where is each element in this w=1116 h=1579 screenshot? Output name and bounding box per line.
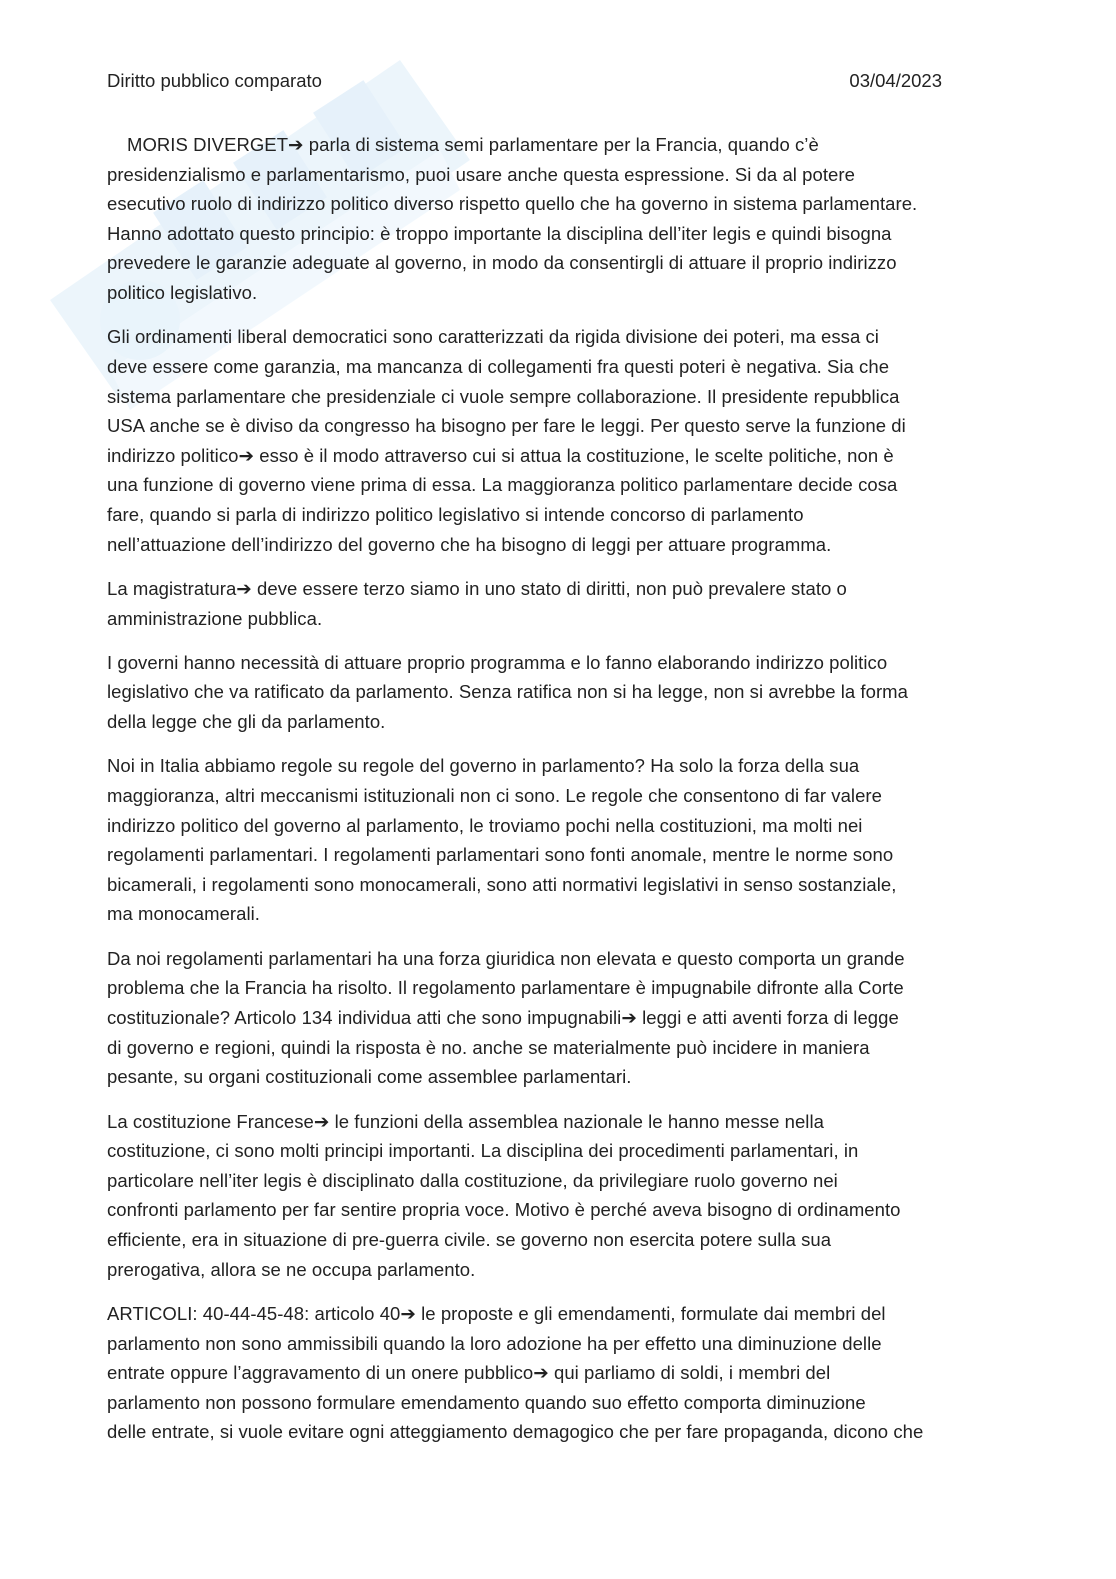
text-line: presidenzialismo e parlamentarismo, puoi usare anche questa espressione. Si da al potere (107, 163, 855, 185)
text-line: fare, quando si parla di indirizzo politico legislativo si intende concorso di parlamento (107, 503, 804, 525)
text-line: ma monocamerali. (107, 903, 260, 925)
text-line: di governo e regioni, quindi la risposta è no. anche se materialmente può incidere in maniera (107, 1036, 870, 1058)
text-line: legislativo che va ratificato da parlamento. Senza ratifica non si ha legge, non si avrebbe la forma (107, 681, 908, 703)
text-line: MORIS DIVERGET➔ parla di sistema semi parlamentare per la Francia, quando c’è (127, 134, 819, 155)
document-page (107, 66, 1007, 1462)
text-line: indirizzo politico➔ esso è il modo attraverso cui si attua la costituzione, le scelte politiche, non è (107, 444, 894, 466)
text-line: Da noi regolamenti parlamentari ha una forza giuridica non elevata e questo comporta un grande (107, 947, 905, 969)
paragraph (107, 574, 1007, 633)
paragraph (107, 751, 1007, 929)
paragraph (107, 1107, 1007, 1285)
text-line: costituzionale? Articolo 134 individua atti che sono impugnabili➔ leggi e atti aventi forza di legge (107, 1007, 899, 1029)
text-line: indirizzo politico del governo al parlamento, le troviamo pochi nella costituzioni, ma molti nei (107, 814, 863, 836)
text-line: Hanno adottato questo principio: è troppo importante la disciplina dell’iter legis e quindi bisogna (107, 222, 892, 244)
document-date: 03/04/2023 (849, 70, 942, 91)
paragraph (107, 130, 1007, 308)
text-line: prevedere le garanzie adeguate al governo, in modo da consentirgli di attuare il proprio indirizzo (107, 252, 897, 274)
text-line: I governi hanno necessità di attuare proprio programma e lo fanno elaborando indirizzo politico (107, 651, 888, 673)
text-line: pesante, su organi costituzionali come assemblee parlamentari. (107, 1066, 632, 1088)
paragraph (107, 1299, 1007, 1447)
text-line: esecutivo ruolo di indirizzo politico diverso rispetto quello che ha governo in sistema parlamentare. (107, 193, 918, 215)
text-line: confronti parlamento per far sentire propria voce. Motivo è perché aveva bisogno di ordinamento (107, 1199, 901, 1221)
text-line: prerogativa, allora se ne occupa parlamento. (107, 1258, 476, 1280)
page-header (107, 66, 942, 96)
paragraph (107, 322, 1007, 559)
text-line: efficiente, era in situazione di pre-guerra civile. se governo non esercita potere sulla sua (107, 1228, 832, 1250)
text-line: parlamento non possono formulare emendamento quando suo effetto comporta diminuzione (107, 1391, 866, 1413)
text-line: parlamento non sono ammissibili quando la loro adozione ha per effetto una diminuzione delle (107, 1332, 882, 1354)
text-line: una funzione di governo viene prima di essa. La maggioranza politico parlamentare decide cosa (107, 474, 898, 496)
text-line: La magistratura➔ deve essere terzo siamo in uno stato di diritti, non può prevalere stato o (107, 577, 847, 599)
text-line: regolamenti parlamentari. I regolamenti parlamentari sono fonti anomale, mentre le norme sono (107, 844, 894, 866)
text-line: costituzione, ci sono molti principi importanti. La disciplina dei procedimenti parlamentari, in (107, 1140, 859, 1162)
paragraph (107, 648, 1007, 737)
text-line: USA anche se è diviso da congresso ha bisogno per fare le leggi. Per questo serve la funzione di (107, 415, 906, 437)
text-line: amministrazione pubblica. (107, 607, 323, 629)
text-line: della legge che gli da parlamento. (107, 711, 386, 733)
text-line: Noi in Italia abbiamo regole su regole del governo in parlamento? Ha solo la forza della sua (107, 755, 860, 777)
text-line: maggioranza, altri meccanismi istituzionali non ci sono. Le regole che consentono di far valere (107, 785, 882, 807)
text-line: La costituzione Francese➔ le funzioni della assemblea nazionale le hanno messe nella (107, 1110, 824, 1132)
text-line: Gli ordinamenti liberal democratici sono caratterizzati da rigida divisione dei poteri, ma essa ci (107, 326, 879, 348)
text-line: sistema parlamentare che presidenziale ci vuole sempre collaborazione. Il presidente repubblica (107, 385, 900, 407)
text-line: entrate oppure l’aggravamento di un onere pubblico➔ qui parliamo di soldi, i membri del (107, 1362, 831, 1384)
text-line: politico legislativo. (107, 281, 258, 303)
text-line: problema che la Francia ha risolto. Il regolamento parlamentare è impugnabile difronte alla Corte (107, 977, 904, 999)
text-line: bicamerali, i regolamenti sono monocamerali, sono atti normativi legislativi in senso sostanziale, (107, 873, 897, 895)
text-line: delle entrate, si vuole evitare ogni atteggiamento demagogico che per fare propaganda, dicono che (107, 1421, 924, 1443)
document-title: Diritto pubblico comparato (107, 70, 322, 91)
text-line: nell’attuazione dell’indirizzo del governo che ha bisogno di leggi per attuare programma. (107, 533, 832, 555)
paragraph (107, 944, 1007, 1092)
text-line: ARTICOLI: 40-44-45-48: articolo 40➔ le proposte e gli emendamenti, formulate dai membri del (107, 1302, 886, 1324)
text-line: deve essere come garanzia, ma mancanza di collegamenti fra questi poteri è negativa. Sia che (107, 355, 890, 377)
text-line: particolare nell’iter legis è disciplinato dalla costituzione, da privilegiare ruolo governo nei (107, 1169, 838, 1191)
